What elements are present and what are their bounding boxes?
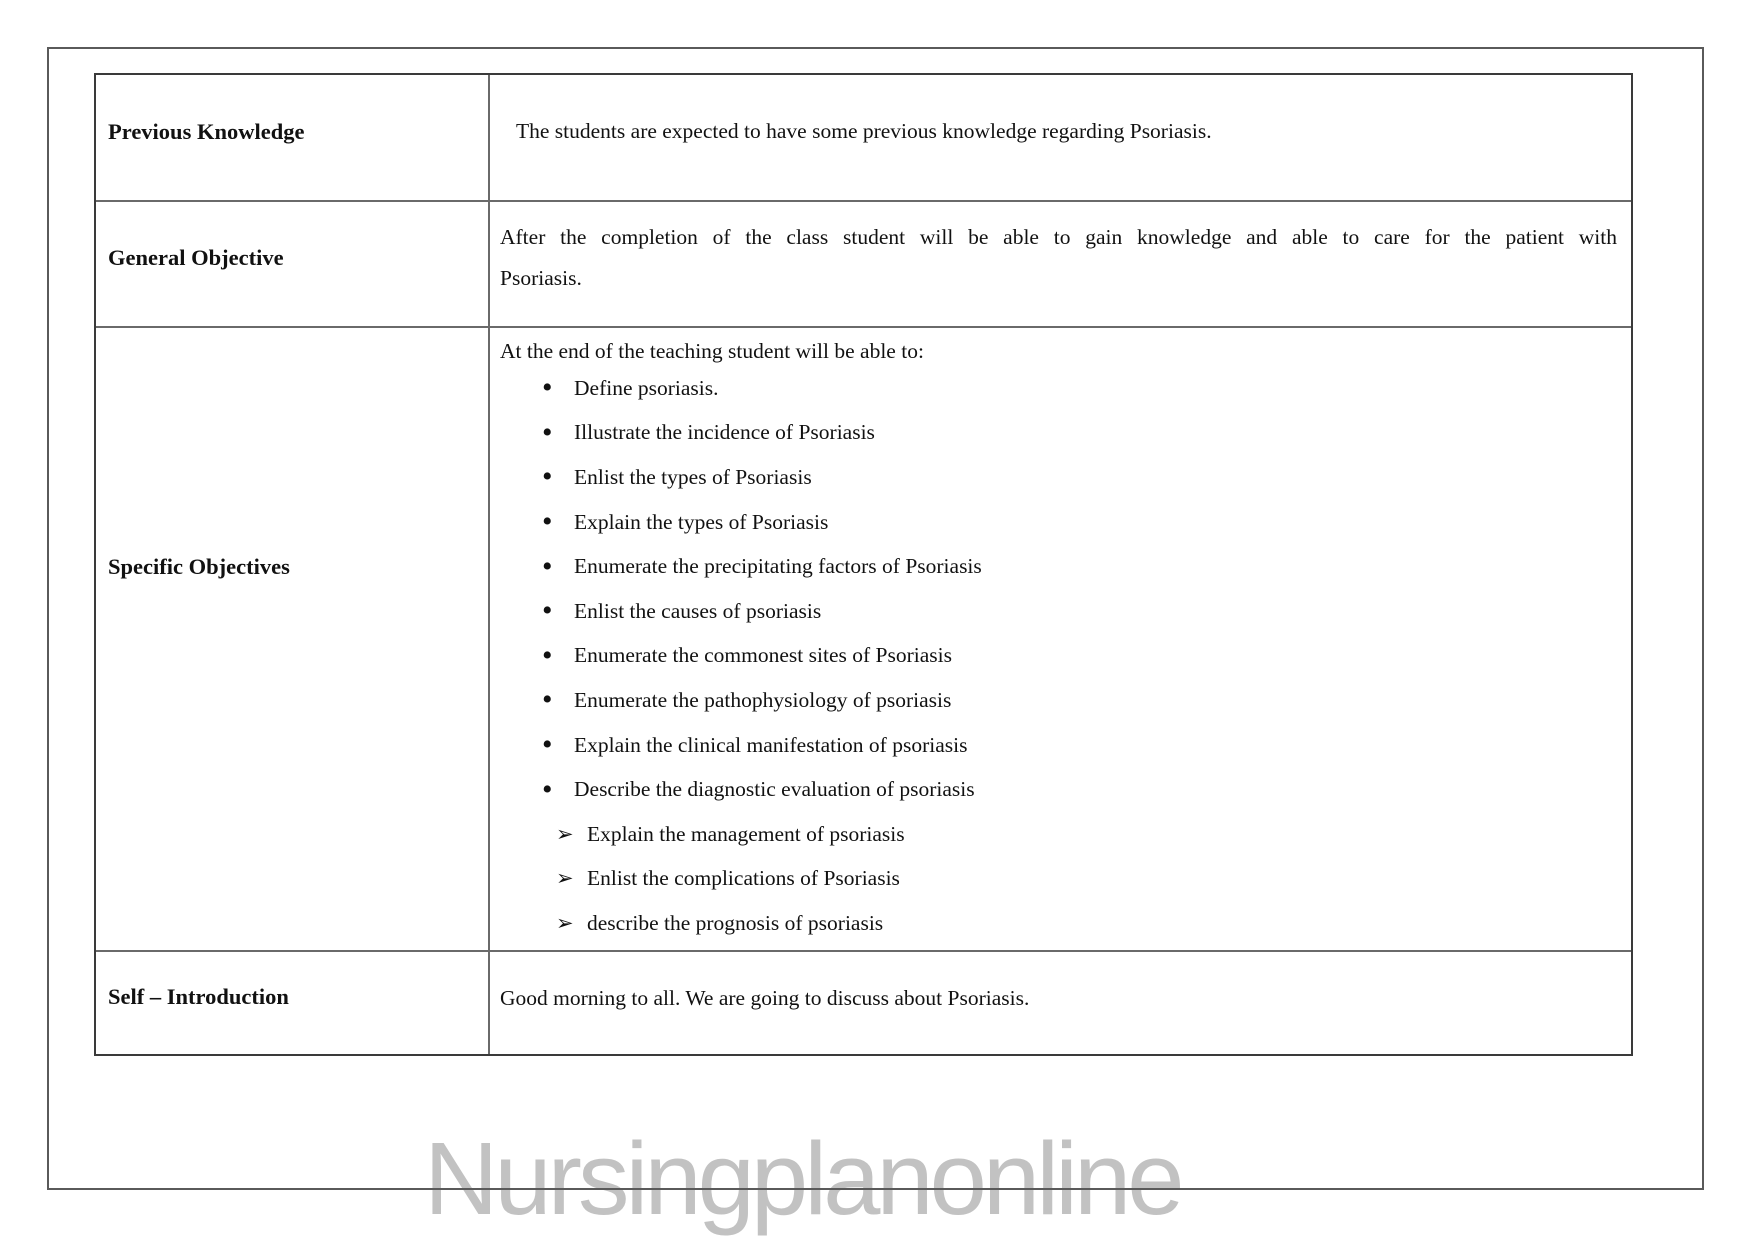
objective-item	[500, 589, 1617, 634]
bullet-icon: •	[542, 415, 553, 449]
self-introduction-text: Good morning to all. We are going to discuss about Psoriasis.	[500, 985, 1030, 1010]
row-label-general-objective: General Objective	[96, 202, 490, 326]
watermark-text: Nursingplanonline	[424, 1121, 1181, 1236]
objective-sub-text: Explain the management of psoriasis	[587, 821, 905, 846]
bullet-icon: •	[542, 505, 553, 539]
objective-sub-item	[500, 812, 1617, 857]
table-row-specific-objectives	[96, 326, 1631, 950]
objective-item	[500, 500, 1617, 545]
objective-text: Enlist the types of Psoriasis	[574, 464, 812, 489]
objective-item	[500, 366, 1617, 411]
objective-text: Enumerate the precipitating factors of Psoriasis	[574, 554, 982, 579]
objective-item	[500, 544, 1617, 589]
objectives-intro-text: At the end of the teaching student will be able to:	[500, 339, 924, 363]
bullet-icon: •	[542, 728, 553, 762]
table-row-general-objective	[96, 200, 1631, 326]
bullet-icon: •	[542, 371, 553, 405]
objective-sub-text: describe the prognosis of psoriasis	[587, 910, 884, 935]
bullet-icon: •	[542, 683, 553, 717]
objective-text: Enlist the causes of psoriasis	[574, 598, 822, 623]
objective-text: Illustrate the incidence of Psoriasis	[574, 420, 875, 445]
table-row-previous-knowledge	[96, 75, 1631, 200]
row-content-specific-objectives	[490, 328, 1631, 950]
objective-text: Enumerate the commonest sites of Psoriasis	[574, 643, 952, 668]
objective-text: Enumerate the pathophysiology of psoriasis	[574, 687, 952, 712]
objective-item	[500, 634, 1617, 679]
row-content-previous-knowledge	[490, 75, 1631, 200]
objective-item	[500, 455, 1617, 500]
objective-sub-item	[500, 901, 1617, 946]
previous-knowledge-text: The students are expected to have some previous knowledge regarding Psoriasis.	[516, 119, 1212, 143]
lesson-plan-table	[94, 73, 1633, 1056]
objective-item	[500, 767, 1617, 812]
bullet-icon: •	[542, 549, 553, 583]
objective-text: Describe the diagnostic evaluation of psoriasis	[574, 777, 975, 802]
objective-item	[500, 411, 1617, 456]
general-objective-line-2: Psoriasis.	[500, 266, 582, 290]
table-row-self-introduction	[96, 950, 1631, 1054]
bullet-icon: •	[542, 638, 553, 672]
arrow-bullet-icon: ➢	[556, 821, 574, 846]
objective-text: Explain the types of Psoriasis	[574, 509, 829, 534]
row-label-previous-knowledge: Previous Knowledge	[96, 75, 490, 200]
arrow-bullet-icon: ➢	[556, 910, 574, 935]
bullet-icon: •	[542, 594, 553, 628]
objective-text: Define psoriasis.	[574, 375, 719, 400]
bullet-icon: •	[542, 460, 553, 494]
objective-sub-item	[500, 857, 1617, 902]
row-content-self-introduction	[490, 952, 1631, 1054]
objective-item	[500, 678, 1617, 723]
row-content-general-objective	[490, 202, 1631, 326]
objective-item	[500, 723, 1617, 768]
row-label-self-introduction: Self – Introduction	[96, 952, 490, 1054]
general-objective-line-1: After the completion of the class student will be able to gain knowledge and able to care for the patient with	[500, 225, 1617, 249]
objective-sub-text: Enlist the complications of Psoriasis	[587, 866, 900, 891]
arrow-bullet-icon: ➢	[556, 866, 574, 891]
bullet-icon: •	[542, 772, 553, 806]
objective-text: Explain the clinical manifestation of psoriasis	[574, 732, 968, 757]
row-label-specific-objectives: Specific Objectives	[96, 328, 490, 950]
